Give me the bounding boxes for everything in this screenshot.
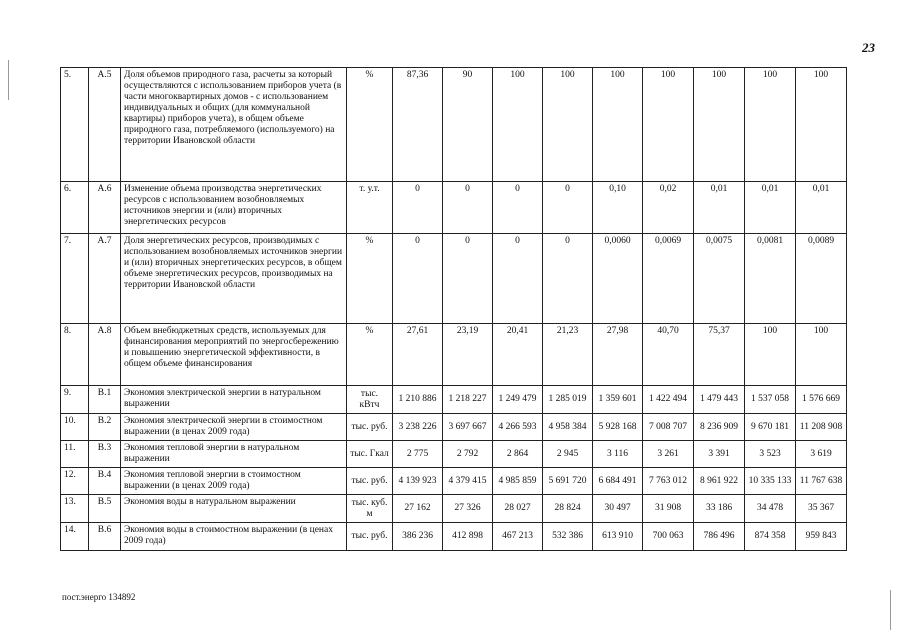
row-indicator-name: Экономия воды в натуральном выражении [121,495,347,523]
table-row [61,182,847,234]
row-number: 14. [61,523,89,551]
row-value: 30 497 [593,495,643,523]
table-row [61,441,847,468]
row-value: 100 [593,68,643,182]
row-number: 10. [61,414,89,441]
row-value: 2 792 [443,441,493,468]
row-value: 0,01 [796,182,847,234]
row-value: 4 266 593 [493,414,543,441]
row-value: 11 767 638 [796,468,847,495]
table-row [61,324,847,386]
page-number: 23 [862,40,875,55]
row-value: 35 367 [796,495,847,523]
table-row [61,495,847,523]
table-row [61,386,847,414]
row-value: 0 [543,234,593,324]
row-value: 1 422 494 [643,386,694,414]
row-value: 386 236 [393,523,443,551]
row-value: 2 864 [493,441,543,468]
row-value: 100 [493,68,543,182]
row-value: 23,19 [443,324,493,386]
row-value: 3 523 [745,441,796,468]
row-value: 0,0075 [694,234,745,324]
row-number: 9. [61,386,89,414]
row-unit: тыс. кВтч [347,386,393,414]
row-value: 0,0089 [796,234,847,324]
row-value: 4 379 415 [443,468,493,495]
row-value: 21,23 [543,324,593,386]
row-indicator-name: Экономия тепловой энергии в натуральном выражении [121,441,347,468]
row-value: 4 985 859 [493,468,543,495]
row-value: 0 [393,182,443,234]
row-unit: тыс. Гкал [347,441,393,468]
row-value: 3 697 667 [443,414,493,441]
row-value: 467 213 [493,523,543,551]
row-value: 100 [694,68,745,182]
row-value: 11 208 908 [796,414,847,441]
row-value: 0 [443,182,493,234]
footer-note: пост.энерго 134892 [62,592,136,602]
row-value: 100 [745,324,796,386]
row-value: 0 [493,182,543,234]
row-value: 9 670 181 [745,414,796,441]
row-value: 28 824 [543,495,593,523]
row-value: 0 [443,234,493,324]
row-value: 40,70 [643,324,694,386]
row-value: 3 238 226 [393,414,443,441]
row-value: 33 186 [694,495,745,523]
row-value: 28 027 [493,495,543,523]
row-code: А.5 [89,68,121,182]
row-value: 100 [643,68,694,182]
row-value: 20,41 [493,324,543,386]
row-value: 27,61 [393,324,443,386]
row-number: 13. [61,495,89,523]
row-indicator-name: Доля энергетических ресурсов, производимых с использованием возобновляемых источников энергии и (или) вторичных энергетических ресурсов, в общем объеме энергетических ресурсов, производимых на территории Ивановской области [121,234,347,324]
row-unit: % [347,234,393,324]
row-indicator-name: Экономия воды в стоимостном выражении (в ценах 2009 года) [121,523,347,551]
row-value: 412 898 [443,523,493,551]
row-value: 3 261 [643,441,694,468]
row-code: В.2 [89,414,121,441]
row-value: 2 945 [543,441,593,468]
row-code: А.6 [89,182,121,234]
row-value: 3 391 [694,441,745,468]
row-value: 0,01 [745,182,796,234]
row-value: 3 619 [796,441,847,468]
row-value: 100 [543,68,593,182]
row-value: 6 684 491 [593,468,643,495]
row-value: 0 [543,182,593,234]
row-value: 0,10 [593,182,643,234]
row-number: 5. [61,68,89,182]
row-value: 8 961 922 [694,468,745,495]
row-code: В.6 [89,523,121,551]
row-code: В.1 [89,386,121,414]
row-value: 0 [493,234,543,324]
table-row [61,523,847,551]
row-value: 27,98 [593,324,643,386]
row-value: 7 008 707 [643,414,694,441]
table-row [61,414,847,441]
row-unit: тыс. руб. [347,523,393,551]
row-value: 5 928 168 [593,414,643,441]
row-number: 12. [61,468,89,495]
row-unit: т. у.т. [347,182,393,234]
row-value: 3 116 [593,441,643,468]
row-value: 1 249 479 [493,386,543,414]
indicators-table [60,67,847,551]
row-value: 613 910 [593,523,643,551]
row-indicator-name: Доля объемов природного газа, расчеты за который осуществляются с использованием приборов учета (в части многоквартирных домов - с использованием индивидуальных и общих (для коммунальной квартиры) приборов учета), в общем объеме природного газа, потребляемого (используемого) на территории Ивановской области [121,68,347,182]
row-value: 1 359 601 [593,386,643,414]
row-value: 2 775 [393,441,443,468]
row-value: 27 326 [443,495,493,523]
row-value: 87,36 [393,68,443,182]
row-number: 7. [61,234,89,324]
row-value: 874 358 [745,523,796,551]
table-row [61,468,847,495]
row-value: 100 [745,68,796,182]
row-code: А.8 [89,324,121,386]
row-code: В.5 [89,495,121,523]
table-row [61,68,847,182]
row-unit: % [347,68,393,182]
row-value: 959 843 [796,523,847,551]
row-value: 1 285 019 [543,386,593,414]
row-indicator-name: Экономия электрической энергии в стоимостном выражении (в ценах 2009 года) [121,414,347,441]
row-indicator-name: Экономия тепловой энергии в стоимостном выражении (в ценах 2009 года) [121,468,347,495]
row-value: 0,0069 [643,234,694,324]
row-value: 34 478 [745,495,796,523]
row-value: 0 [393,234,443,324]
table-row [61,234,847,324]
row-unit: тыс. руб. [347,414,393,441]
row-value: 1 218 227 [443,386,493,414]
row-value: 4 958 384 [543,414,593,441]
row-indicator-name: Изменение объема производства энергетических ресурсов с использованием возобновляемых источников энергии и (или) вторичных энергетических ресурсов [121,182,347,234]
row-value: 0,02 [643,182,694,234]
row-value: 10 335 133 [745,468,796,495]
row-value: 1 576 669 [796,386,847,414]
row-value: 532 386 [543,523,593,551]
row-value: 786 496 [694,523,745,551]
row-value: 1 210 886 [393,386,443,414]
row-code: В.3 [89,441,121,468]
row-number: 6. [61,182,89,234]
row-value: 0,0060 [593,234,643,324]
row-value: 31 908 [643,495,694,523]
row-unit: тыс. куб. м [347,495,393,523]
row-value: 100 [796,68,847,182]
row-number: 11. [61,441,89,468]
row-value: 7 763 012 [643,468,694,495]
row-code: В.4 [89,468,121,495]
row-value: 8 236 909 [694,414,745,441]
row-value: 1 479 443 [694,386,745,414]
scan-mark-left [8,60,9,100]
row-value: 100 [796,324,847,386]
row-value: 700 063 [643,523,694,551]
row-unit: тыс. руб. [347,468,393,495]
row-indicator-name: Объем внебюджетных средств, используемых для финансирования мероприятий по энергосбережению и повышению энергетической эффективности, в общем объеме финансирования [121,324,347,386]
row-value: 4 139 923 [393,468,443,495]
row-value: 0,01 [694,182,745,234]
row-number: 8. [61,324,89,386]
row-value: 75,37 [694,324,745,386]
row-value: 5 691 720 [543,468,593,495]
row-value: 90 [443,68,493,182]
row-code: А.7 [89,234,121,324]
row-value: 27 162 [393,495,443,523]
scan-mark-right [890,590,891,630]
row-unit: % [347,324,393,386]
row-value: 1 537 058 [745,386,796,414]
row-indicator-name: Экономия электрической энергии в натуральном выражении [121,386,347,414]
row-value: 0,0081 [745,234,796,324]
